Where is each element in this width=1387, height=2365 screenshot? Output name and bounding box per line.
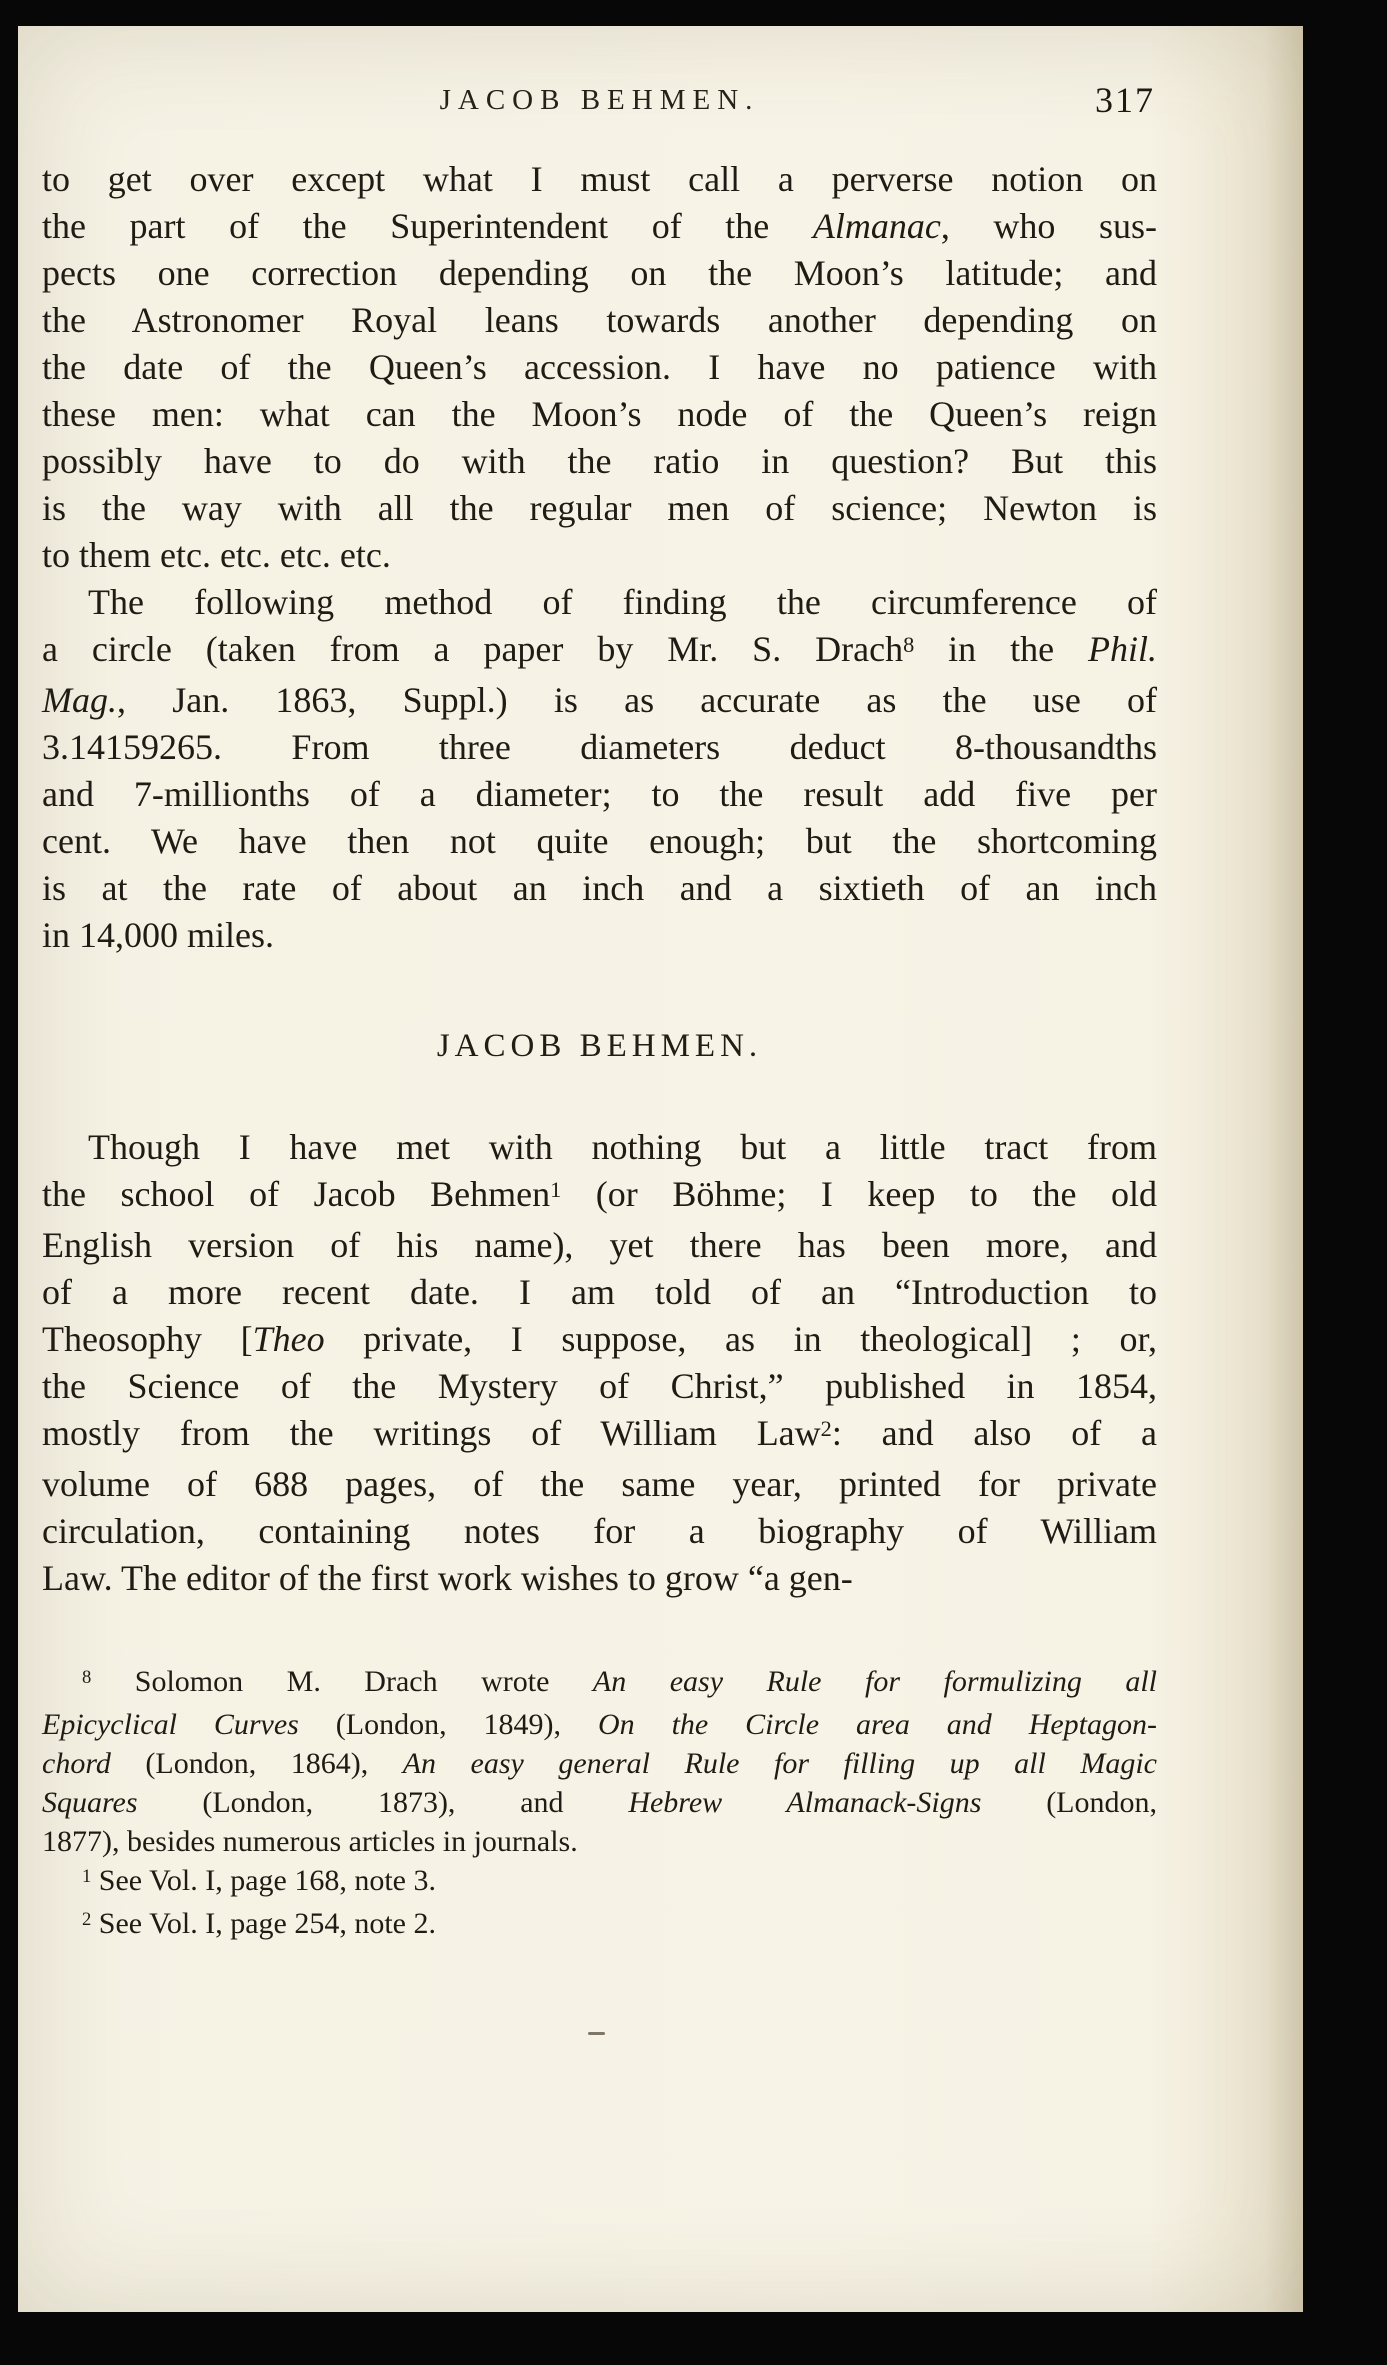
- text-line: [42, 1744, 1157, 1783]
- text-run: Though I have met with nothing but a little tract from: [88, 1127, 1157, 1167]
- footnotes-block: [42, 1662, 1157, 1947]
- paragraph: [42, 1124, 1157, 1602]
- text-run: circulation, containing notes for a biography of William: [42, 1511, 1157, 1551]
- text-run: the school of Jacob Behmen: [42, 1174, 551, 1214]
- text-run: , Jan. 1863, Suppl.) is as accurate as the use of: [117, 680, 1157, 720]
- text-line: [42, 297, 1157, 344]
- italic-text: Epicyclical Curves: [42, 1708, 299, 1741]
- text-run: and 7-millionths of a diameter; to the result add five per: [42, 774, 1157, 814]
- footnote-marker: 2: [820, 1415, 832, 1441]
- text-line: [42, 865, 1157, 912]
- page-body: [42, 156, 1157, 1947]
- text-line: [42, 771, 1157, 818]
- text-line: [42, 677, 1157, 724]
- footnote-marker: 1: [550, 1176, 562, 1202]
- text-run: is at the rate of about an inch and a sixtieth of an inch: [42, 868, 1157, 908]
- text-run: The following method of finding the circumference of: [88, 582, 1157, 622]
- text-run: mostly from the writings of William Law: [42, 1413, 821, 1453]
- text-run: Law. The editor of the first work wishes to grow “a gen-: [42, 1558, 853, 1598]
- text-run: : and also of a: [831, 1413, 1158, 1453]
- page-header: [42, 78, 1157, 122]
- text-line: [42, 724, 1157, 771]
- footnote-marker: 8: [903, 631, 915, 657]
- text-run: cent. We have then not quite enough; but the shortcoming: [42, 821, 1157, 861]
- text-run: in 14,000 miles.: [42, 915, 274, 955]
- body-paragraphs-top: [42, 156, 1157, 959]
- text-line: [42, 250, 1157, 297]
- text-run: 1877), besides numerous articles in journals.: [42, 1825, 578, 1858]
- text-line: [42, 1410, 1157, 1461]
- text-line: [42, 1508, 1157, 1555]
- text-line: [42, 1124, 1157, 1171]
- italic-text: Hebrew Almanack-Signs: [628, 1786, 982, 1819]
- text-line: [42, 1222, 1157, 1269]
- text-run: pects one correction depending on the Moon’s latitude; and: [42, 253, 1157, 293]
- italic-text: Mag.: [42, 680, 117, 720]
- text-run: See Vol. I, page 254, note 2.: [91, 1907, 436, 1940]
- footnote-marker: 1: [82, 1866, 92, 1888]
- italic-text: On the Circle area and Heptagon-: [597, 1708, 1158, 1741]
- text-run: Theosophy [: [42, 1319, 253, 1359]
- text-run: of a more recent date. I am told of an “Introduction to: [42, 1272, 1157, 1312]
- text-run: Solomon M. Drach wrote: [91, 1665, 593, 1698]
- text-run: 3.14159265. From three diameters deduct 8-thousandths: [42, 727, 1157, 767]
- text-line: [42, 1555, 1157, 1602]
- text-run: the Science of the Mystery of Christ,” published in 1854,: [42, 1366, 1157, 1406]
- text-line: [42, 1269, 1157, 1316]
- italic-text: An easy Rule for formulizing all: [592, 1665, 1157, 1698]
- text-run: private, I suppose, as in theological] ; or,: [324, 1319, 1157, 1359]
- text-line: [42, 1171, 1157, 1222]
- text-line: [42, 579, 1157, 626]
- footnote-marker: 8: [82, 1667, 92, 1689]
- text-line: [42, 912, 1157, 959]
- text-line: [42, 1662, 1157, 1705]
- text-line: [42, 1363, 1157, 1410]
- text-run: the Astronomer Royal leans towards another depending on: [42, 300, 1157, 340]
- text-line: [42, 485, 1157, 532]
- page-number: 317: [1095, 80, 1155, 120]
- text-run: See Vol. I, page 168, note 3.: [91, 1864, 436, 1897]
- stray-ink-mark: [588, 2032, 605, 2035]
- text-line: [42, 1316, 1157, 1363]
- text-line: [42, 391, 1157, 438]
- italic-text: chord: [42, 1747, 111, 1780]
- text-line: [42, 1705, 1157, 1744]
- text-run: possibly have to do with the ratio in question? But this: [42, 441, 1157, 481]
- body-paragraphs-section: [42, 1124, 1157, 1602]
- text-line: [42, 626, 1157, 677]
- text-run: to get over except what I must call a perverse notion on: [42, 159, 1157, 199]
- text-line: [42, 156, 1157, 203]
- text-line: [42, 438, 1157, 485]
- text-line: [42, 818, 1157, 865]
- section-heading: JACOB BEHMEN.: [436, 1028, 763, 1064]
- text-run: the date of the Queen’s accession. I have no patience with: [42, 347, 1157, 387]
- text-run: (London, 1864),: [110, 1747, 403, 1780]
- italic-text: Phil.: [1088, 629, 1157, 669]
- text-line: [42, 532, 1157, 579]
- italic-text: Theo: [252, 1319, 325, 1359]
- paragraph: [42, 579, 1157, 959]
- footnote-marker: 2: [82, 1909, 92, 1931]
- text-run: in the: [914, 629, 1088, 669]
- text-run: to them etc. etc. etc. etc.: [42, 535, 391, 575]
- paragraph: [42, 1662, 1157, 1861]
- text-run: volume of 688 pages, of the same year, printed for private: [42, 1464, 1157, 1504]
- text-run: these men: what can the Moon’s node of the Queen’s reign: [42, 394, 1157, 434]
- text-line: [42, 1904, 1157, 1947]
- text-run: is the way with all the regular men of science; Newton is: [42, 488, 1157, 528]
- text-run: a circle (taken from a paper by Mr. S. Drach: [42, 629, 904, 669]
- paragraph: [42, 156, 1157, 579]
- text-line: [42, 1861, 1157, 1904]
- text-run: English version of his name), yet there has been more, and: [42, 1225, 1157, 1265]
- text-line: [42, 1783, 1157, 1822]
- paragraph: [42, 1904, 1157, 1947]
- text-run: (London,: [981, 1786, 1158, 1819]
- text-line: [42, 1822, 1157, 1861]
- text-run: (London, 1849),: [298, 1708, 598, 1741]
- paragraph: [42, 1861, 1157, 1904]
- text-run: (London, 1873), and: [137, 1786, 629, 1819]
- italic-text: An easy general Rule for filling up all Magic: [402, 1747, 1157, 1780]
- text-run: , who sus-: [940, 206, 1157, 246]
- text-run: the part of the Superintendent of the: [42, 206, 813, 246]
- text-run: (or Böhme; I keep to the old: [561, 1174, 1157, 1214]
- text-line: [42, 203, 1157, 250]
- italic-text: Squares: [42, 1786, 138, 1819]
- text-line: [42, 1461, 1157, 1508]
- scanned-book-page: [18, 26, 1303, 2312]
- running-title: JACOB BEHMEN.: [439, 84, 760, 116]
- italic-text: Almanac: [812, 206, 941, 246]
- text-line: [42, 344, 1157, 391]
